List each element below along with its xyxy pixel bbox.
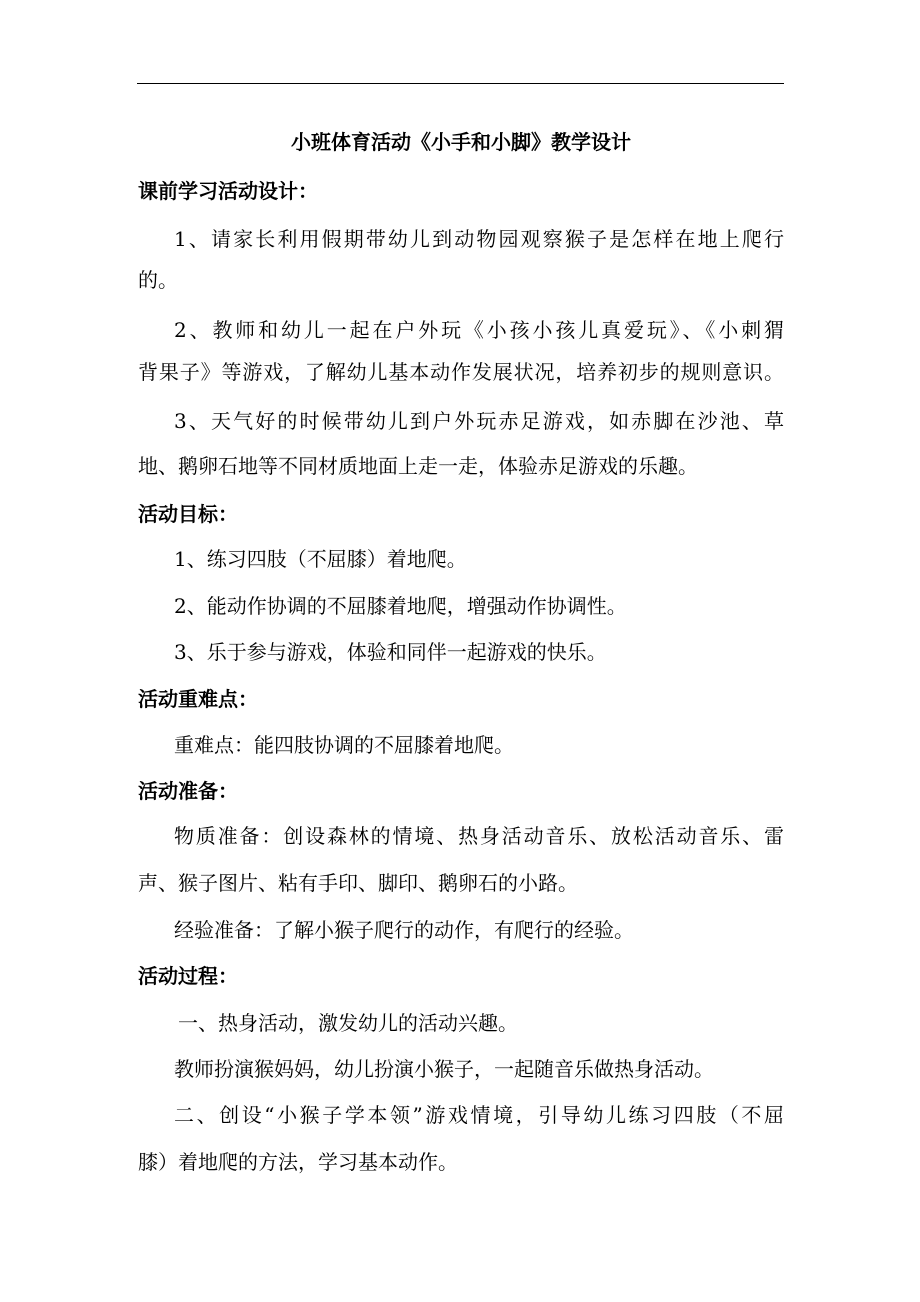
- section-heading-preparation: 活动准备：: [138, 779, 238, 803]
- section-heading-key-points: 活动重难点：: [138, 687, 258, 711]
- goal-item-2: 2、能动作协调的不屈膝着地爬，增强动作协调性。: [174, 594, 627, 618]
- document-title: 小班体育活动《小手和小脚》教学设计: [291, 130, 631, 154]
- pre-class-item-3-line-1: 3、天气好的时候带幼儿到户外玩赤足游戏，如赤脚在沙池、草: [174, 409, 784, 433]
- pre-class-item-2-line-2: 背果子》等游戏，了解幼儿基本动作发展状况，培养初步的规则意识。: [138, 360, 784, 384]
- process-step-1-title: 一、热身活动，激发幼儿的活动兴趣。: [178, 1011, 518, 1035]
- preparation-experience: 经验准备：了解小猴子爬行的动作，有爬行的经验。: [174, 918, 634, 942]
- pre-class-item-2-line-1: 2、教师和幼儿一起在户外玩《小孩小孩儿真爱玩》、《小刺猬: [174, 318, 784, 342]
- pre-class-item-3-line-2: 地、鹅卵石地等不同材质地面上走一走，体验赤足游戏的乐趣。: [138, 454, 698, 478]
- pre-class-item-1-line-1: 1、请家长利用假期带幼儿到动物园观察猴子是怎样在地上爬行: [174, 227, 784, 251]
- goal-item-3: 3、乐于参与游戏，体验和同伴一起游戏的快乐。: [174, 640, 607, 664]
- pre-class-item-1-line-2: 的。: [138, 268, 178, 292]
- process-step-2-line-2: 膝）着地爬的方法，学习基本动作。: [138, 1150, 458, 1174]
- goal-item-1: 1、练习四肢（不屈膝）着地爬。: [174, 547, 467, 571]
- header-rule: [137, 83, 784, 84]
- preparation-material-line-1: 物质准备：创设森林的情境、热身活动音乐、放松活动音乐、雷: [174, 824, 784, 848]
- process-step-1-text: 教师扮演猴妈妈，幼儿扮演小猴子，一起随音乐做热身活动。: [174, 1057, 714, 1081]
- key-points-item-1: 重难点：能四肢协调的不屈膝着地爬。: [174, 733, 514, 757]
- section-heading-process: 活动过程：: [138, 964, 238, 988]
- section-heading-pre-class: 课前学习活动设计：: [138, 179, 318, 203]
- preparation-material-line-2: 声、猴子图片、粘有手印、脚印、鹅卵石的小路。: [138, 871, 578, 895]
- process-step-2-line-1: 二、创设“小猴子学本领”游戏情境，引导幼儿练习四肢（不屈: [174, 1103, 784, 1127]
- section-heading-goals: 活动目标：: [138, 502, 238, 526]
